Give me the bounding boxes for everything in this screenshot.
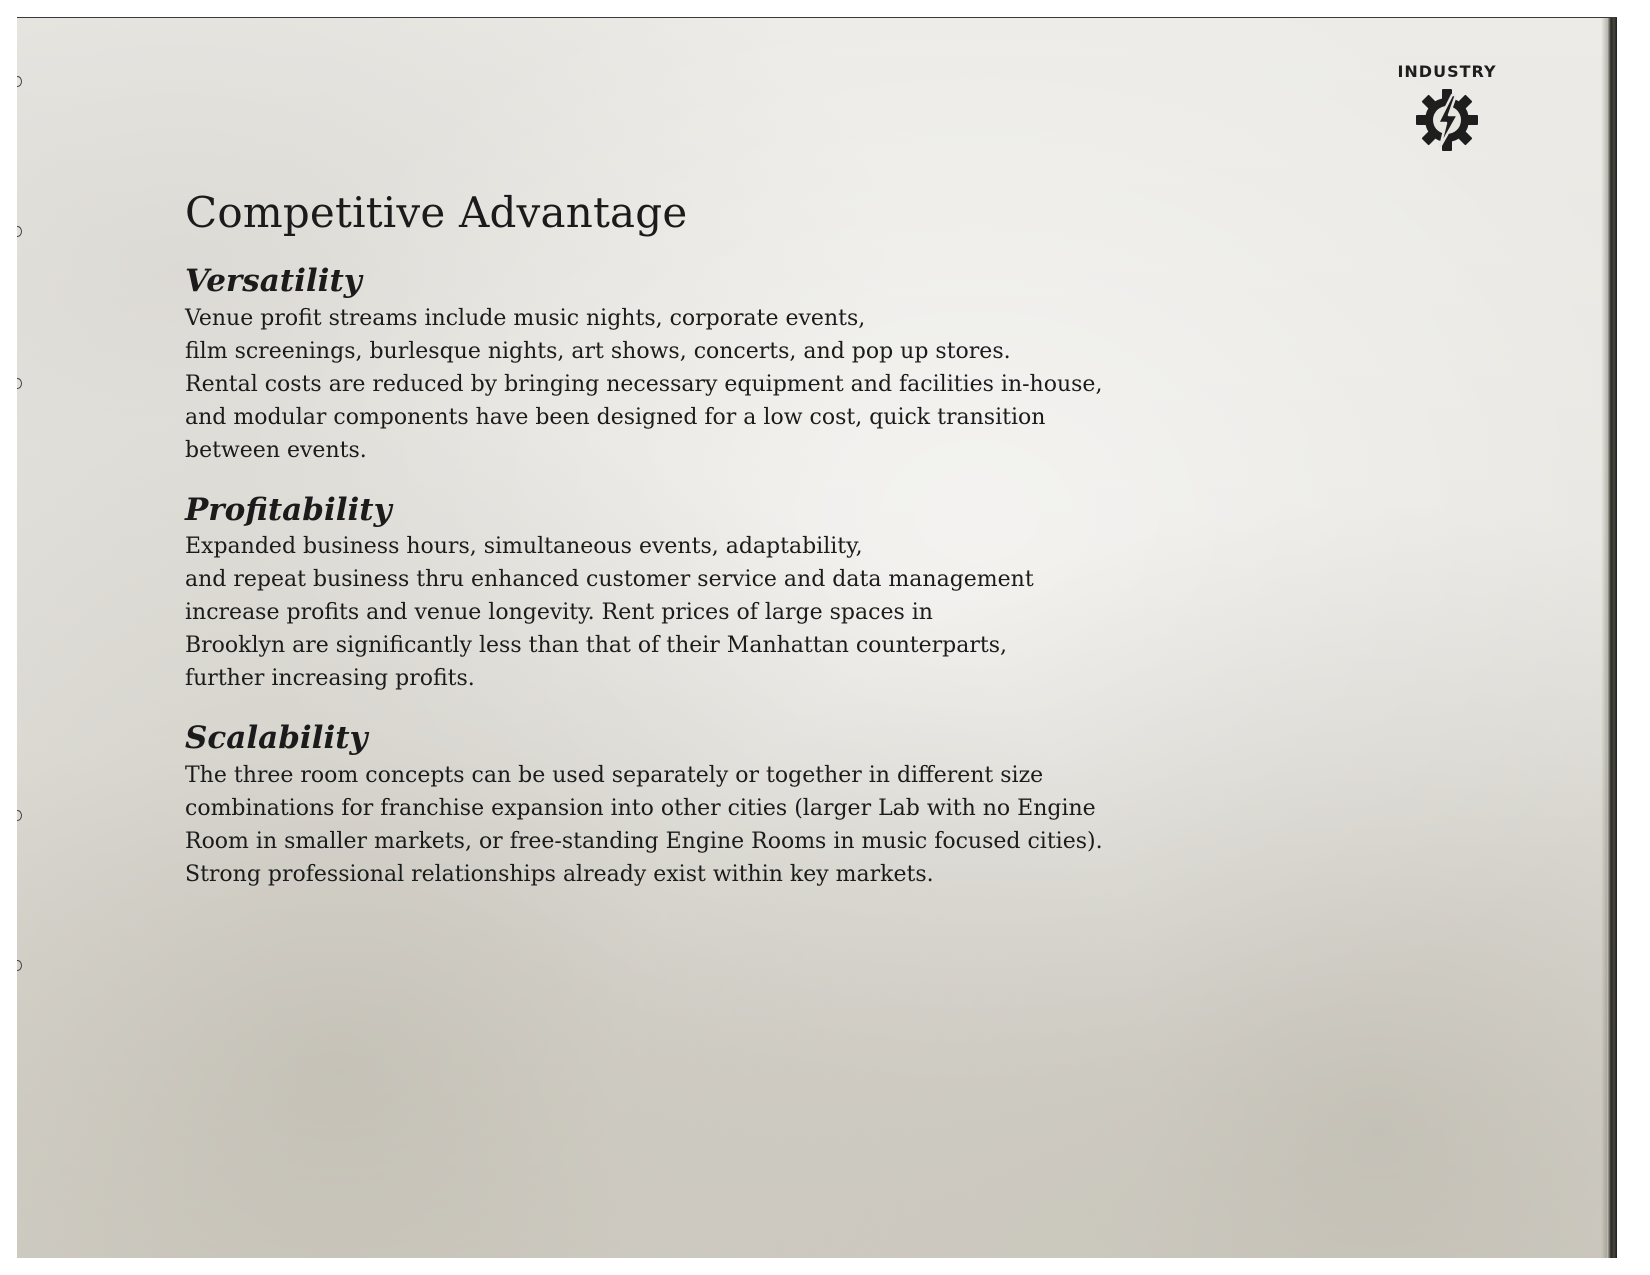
binding-hole [17, 76, 22, 87]
body-line: The three room concepts can be used separately or together in different size [185, 763, 1044, 789]
gear-lightning-icon [1412, 85, 1482, 155]
binding-hole [17, 810, 22, 821]
body-line: Strong professional relationships already exist within key markets. [185, 862, 934, 888]
binding-hole [17, 378, 22, 389]
page-title: Competitive Advantage [185, 188, 688, 237]
section-body [185, 302, 1285, 467]
body-line: and modular components have been designed for a low cost, quick transition [185, 404, 1046, 430]
body-line: further increasing profits. [185, 666, 475, 692]
binding-hole [17, 226, 22, 237]
section-body [185, 530, 1285, 695]
section-versatility [185, 264, 1285, 467]
body-line: Rental costs are reduced by bringing necessary equipment and facilities in-house, [185, 371, 1103, 397]
main-content [185, 190, 1285, 917]
section-scalability [185, 721, 1285, 891]
body-line: Brooklyn are significantly less than that of their Manhattan counterparts, [185, 633, 1007, 659]
brand-name: INDUSTRY [1397, 62, 1497, 81]
page-edge [1607, 18, 1617, 1258]
body-line: Expanded business hours, simultaneous events, adaptability, [185, 534, 863, 560]
body-line: between events. [185, 437, 367, 463]
brand-mark [1377, 62, 1517, 160]
section-heading: Scalability [185, 720, 368, 757]
section-profitability [185, 493, 1285, 696]
body-line: and repeat business thru enhanced customer service and data management [185, 567, 1034, 593]
section-heading: Profitability [185, 491, 392, 528]
section-heading: Versatility [185, 263, 362, 300]
binding-hole [17, 960, 22, 971]
body-line: increase profits and venue longevity. Rent prices of large spaces in [185, 600, 933, 626]
section-body [185, 759, 1285, 891]
document-page [17, 17, 1617, 1258]
body-line: combinations for franchise expansion into other cities (larger Lab with no Engine [185, 796, 1096, 822]
body-line: Venue profit streams include music nights, corporate events, [185, 305, 866, 331]
body-line: film screenings, burlesque nights, art shows, concerts, and pop up stores. [185, 338, 1011, 364]
body-line: Room in smaller markets, or free-standing Engine Rooms in music focused cities). [185, 829, 1103, 855]
